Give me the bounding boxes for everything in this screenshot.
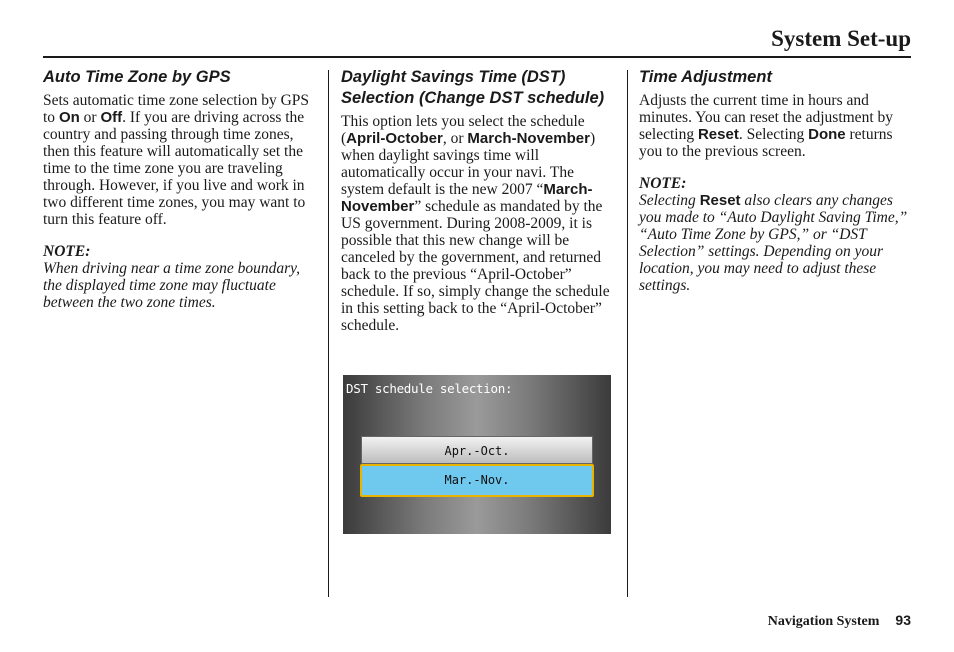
mar-nov-option-button[interactable]: Mar.-Nov. (360, 464, 594, 497)
april-october-label: April-October (346, 130, 443, 147)
footer-section-name: Navigation System (767, 614, 880, 629)
note-label: NOTE: (639, 175, 687, 192)
text-run: returns you to the previous screen. (639, 126, 893, 160)
text-run: or (79, 109, 101, 126)
text-run: ” schedule as mandated by the US government. During 2008-2009, it is possible that this new change will be canceled by the government, and returned back to the previous “April-October” schedule. If so, simply change the schedule in this setting back to the “April-October” schedule. (341, 198, 610, 334)
column-time-adjustment (639, 67, 911, 294)
column-divider-right (627, 70, 628, 597)
text-run: , or (442, 130, 468, 147)
column-auto-time-zone (43, 67, 315, 311)
page-title: System Set-up (771, 26, 911, 51)
text-run: Selecting (639, 192, 700, 209)
page-footer (768, 612, 911, 630)
text-run: also clears any changes you made to “Auto Daylight Saving Time,” “Auto Time Zone by GPS,” or “DST Selection” settings. Depending on your location, you may need to adjust these settings. (639, 192, 908, 294)
text-run: Sets automatic time zone selection by GPS to (43, 92, 310, 126)
note-text: When driving near a time zone boundary, the displayed time zone may fluctuate between the two zone times. (43, 260, 301, 311)
done-label: Done (808, 126, 846, 143)
off-option-label: Off (100, 109, 123, 126)
text-run: Adjusts the current time in hours and minutes. You can reset the adjustment by selecting (639, 92, 893, 143)
march-november-default-label: March-November (341, 181, 593, 215)
header-rule (43, 56, 911, 58)
section-heading-auto-time-zone: Auto Time Zone by GPS (43, 68, 231, 86)
apr-oct-option-button[interactable]: Apr.-Oct. (361, 436, 593, 464)
page-number: 93 (895, 612, 911, 628)
dst-schedule-screen (343, 375, 611, 534)
note-reset-label: Reset (699, 192, 741, 209)
screen-title: DST schedule selection: (346, 381, 513, 396)
march-november-label: March-November (467, 130, 590, 147)
auto-time-zone-body (43, 92, 315, 228)
section-heading-time-adjustment: Time Adjustment (639, 68, 772, 86)
note-label: NOTE: (43, 243, 91, 260)
time-adjustment-body (639, 92, 911, 160)
reset-label: Reset (697, 126, 739, 143)
text-run: ) when daylight savings time will automatically occur in your navi. The system default is the new 2007 “ (341, 130, 596, 198)
text-run: . If you are driving across the country and passing through time zones, then this feature will automatically set the time to the time zone you are traveling through. However, if you live and work in two different time zones, you may want to turn this feature off. (43, 109, 306, 228)
on-option-label: On (58, 109, 80, 126)
section-heading-dst-selection: Daylight Savings Time (DST) Selection (Change DST schedule) (341, 68, 605, 107)
text-run: This option lets you select the schedule ( (341, 113, 585, 147)
dst-selection-body (341, 113, 617, 334)
note-text (639, 192, 911, 294)
column-dst-selection (341, 67, 617, 334)
column-divider-left (328, 70, 329, 597)
text-run: . Selecting (738, 126, 809, 143)
